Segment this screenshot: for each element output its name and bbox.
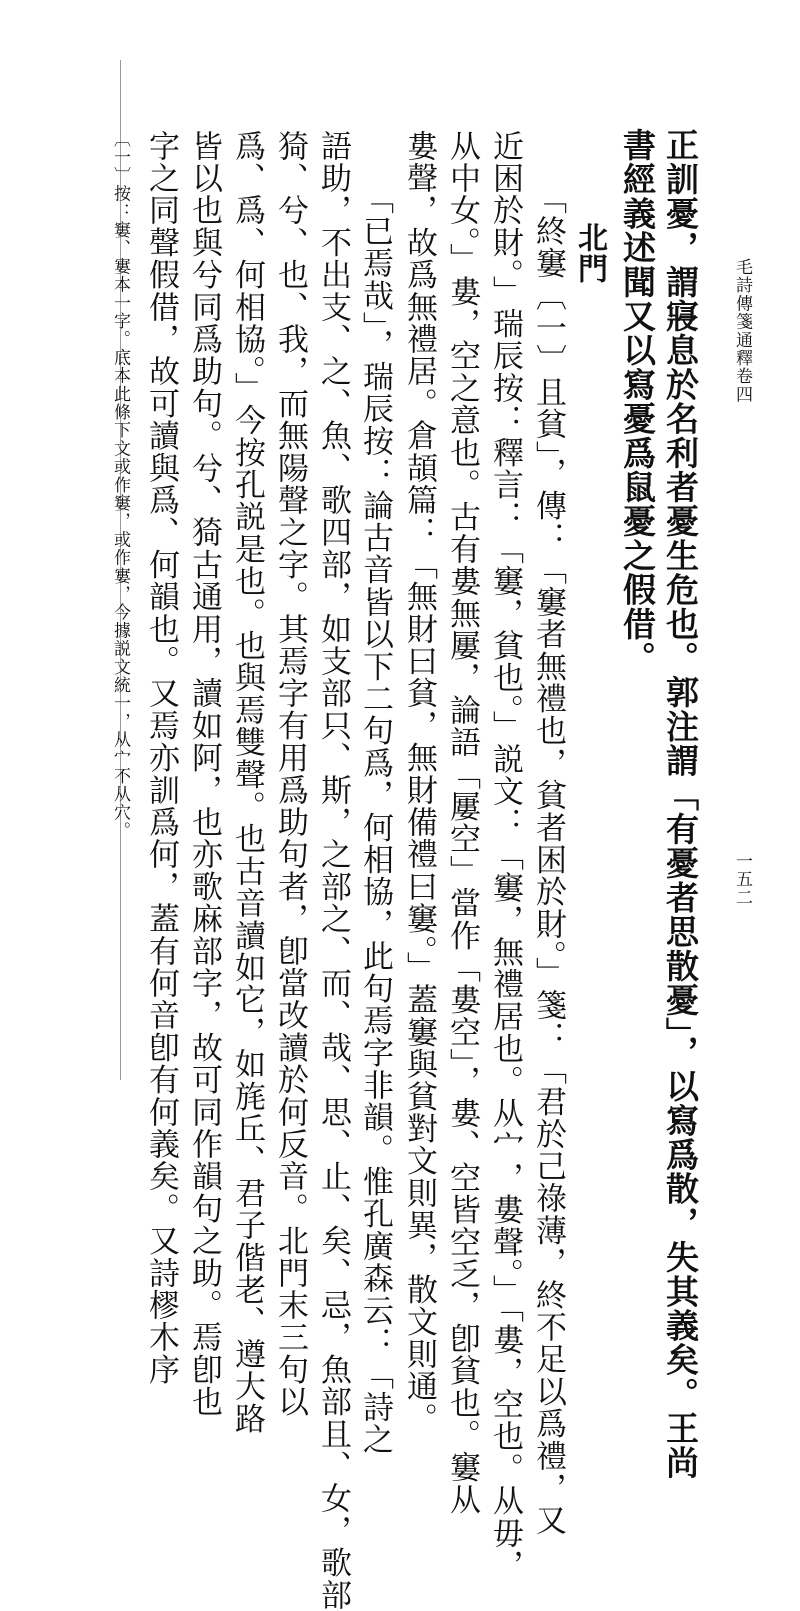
text-column-1: 正訓憂，謂寢息於名利者憂生危也。郭注謂「有憂者思散憂」，以寫爲散，失其義矣。王尚 — [661, 128, 700, 1480]
text-column-5: 从中女。」婁，空之意也。古有婁無屢，論語「屢空」當作「婁空」，婁、空皆空乏，卽貧也。窶从 — [444, 130, 480, 1516]
text-column-7: 「已焉哉」，瑞辰按：論古音皆以下二句爲，何相協，此句焉字非韻。惟孔廣森云：「詩之 — [357, 183, 393, 1456]
page-number: 一五二 — [732, 852, 752, 907]
text-column-11: 皆以也與兮同爲助句。兮、猗古通用，讀如阿，也亦歌麻部字，故可同作韻句之助。焉卽也 — [186, 130, 222, 1418]
text-column-4: 近困於財。」瑞辰按：釋言：「窶，貧也。」説文：「窶，無禮居也。从宀，婁聲。」「婁，空也。从毋， — [487, 130, 523, 1582]
text-column-12: 字之同聲假借，故可讀與爲、何韻也。又焉亦訓爲何，蓋有何音卽有何義矣。又詩樛木序 — [143, 130, 179, 1386]
text-column-9: 猗、兮、也、我，而無陽聲之字。其焉字有用爲助句者，卽當改讀於何反音。北門末三句以 — [272, 130, 308, 1418]
text-column-3: 「終窶〔一〕且貧」，傳：「窶者無禮也，貧者困於財。」箋：「君於己祿薄，終不足以爲禮，又 — [530, 183, 566, 1537]
text-column-10: 爲、爲、何相協。」今按孔説是也。也與焉雙聲。也古音讀如它，如旄丘、君子偕老、遵大路 — [229, 130, 265, 1435]
text-column-8: 語助，不出支、之、魚、歌四部，如支部只、斯，之部之、而、哉、思、止、矣、忌，魚部且、女，歌部 — [315, 130, 351, 1611]
footnote: 〔一〕按：窶、寠本一字。底本此條下文或作窶，或作寠，今據説文統一，从宀不从穴。 — [110, 130, 130, 840]
text-column-6: 婁聲，故爲無禮居。倉頡篇：「無財曰貧，無財備禮曰窶。」蓋窶與貧對文則異，散文則通。 — [401, 130, 437, 1435]
section-title: 北門 — [572, 222, 607, 285]
running-title: 毛詩傳箋通釋卷四 — [732, 258, 752, 404]
text-column-2: 書經義述聞又以寫憂爲鼠憂之假借。 — [618, 128, 657, 676]
